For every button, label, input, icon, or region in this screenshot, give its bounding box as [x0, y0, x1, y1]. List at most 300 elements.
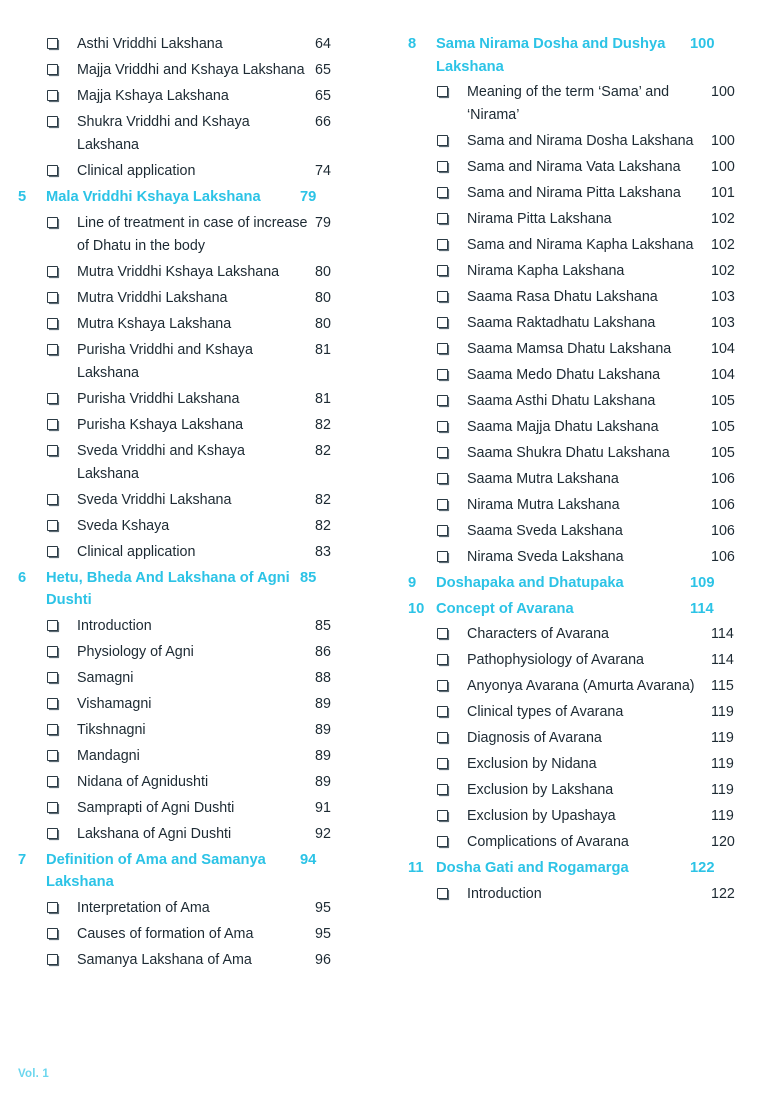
square-bullet-icon [18, 59, 77, 82]
square-bullet-glyph [47, 292, 58, 303]
entry-page-number: 74 [315, 163, 331, 179]
entry-title: Samanya Lakshana of Ama [77, 951, 252, 968]
entry-page-number: 119 [711, 808, 734, 824]
square-bullet-icon [18, 414, 77, 437]
entry-page-number: 65 [315, 88, 331, 104]
square-bullet-glyph [437, 447, 448, 458]
square-bullet-icon [18, 745, 77, 768]
toc-entry-row[interactable] [18, 85, 390, 108]
toc-entry-row[interactable] [18, 111, 390, 157]
square-bullet-glyph [437, 473, 448, 484]
entry-title: Mutra Vriddhi Lakshana [77, 289, 228, 306]
square-bullet-glyph [437, 135, 448, 146]
square-bullet-glyph [437, 317, 448, 328]
entry-title: Saama Mamsa Dhatu Lakshana [467, 341, 672, 357]
toc-entry-row[interactable] [18, 897, 390, 920]
entry-title: Purisha Kshaya Lakshana [77, 416, 244, 433]
entry-page-number: 119 [711, 756, 734, 772]
entry-page-number: 119 [711, 730, 734, 746]
toc-entry-row[interactable] [408, 831, 780, 854]
square-bullet-glyph [47, 494, 58, 505]
square-bullet-glyph [47, 217, 58, 228]
toc-entry-row[interactable] [18, 414, 390, 437]
toc-entry-row[interactable] [408, 364, 780, 387]
square-bullet-glyph [47, 90, 58, 101]
entry-title: Exclusion by Nidana [467, 756, 597, 772]
toc-entry-row[interactable] [408, 390, 780, 413]
square-bullet-glyph [437, 732, 448, 743]
toc-entry-row[interactable] [408, 416, 780, 439]
entry-title: Mutra Vriddhi Kshaya Lakshana [77, 263, 280, 280]
square-bullet-glyph [437, 161, 448, 172]
square-bullet-glyph [47, 38, 58, 49]
square-bullet-glyph [47, 116, 58, 127]
toc-entry-row[interactable] [18, 771, 390, 794]
square-bullet-icon [18, 897, 77, 920]
toc-entry-row[interactable] [18, 313, 390, 336]
toc-chapter-row[interactable] [18, 567, 390, 612]
toc-entry-row[interactable] [408, 546, 780, 569]
chapter-number: 9 [408, 575, 417, 591]
square-bullet-glyph [437, 810, 448, 821]
square-bullet-icon [18, 823, 77, 846]
square-bullet-glyph [437, 525, 448, 536]
square-bullet-glyph [47, 954, 58, 965]
square-bullet-icon [408, 182, 467, 205]
entry-page-number: 106 [711, 497, 735, 513]
entry-page-number: 122 [711, 885, 735, 902]
toc-entry-row[interactable] [408, 234, 780, 257]
square-bullet-glyph [47, 546, 58, 557]
toc-entry-row[interactable] [408, 442, 780, 465]
toc-chapter-row[interactable] [18, 186, 390, 209]
chapter-page-number: 85 [300, 569, 317, 586]
square-bullet-icon [408, 416, 467, 439]
toc-entry-row[interactable] [408, 623, 780, 646]
square-bullet-icon [408, 753, 467, 776]
entry-page-number: 104 [711, 367, 735, 383]
square-bullet-icon [18, 33, 77, 56]
entry-title: Exclusion by Lakshana [467, 782, 614, 798]
chapter-title: Doshapaka and Dhatupaka [436, 575, 624, 591]
square-bullet-glyph [47, 698, 58, 709]
square-bullet-glyph [47, 165, 58, 176]
square-bullet-glyph [47, 266, 58, 277]
square-bullet-glyph [437, 421, 448, 432]
entry-page-number: 105 [711, 445, 735, 461]
entry-page-number: 82 [315, 491, 331, 508]
square-bullet-icon [18, 719, 77, 742]
entry-page-number: 82 [315, 416, 331, 433]
square-bullet-glyph [437, 784, 448, 795]
square-bullet-glyph [47, 344, 58, 355]
square-bullet-glyph [47, 724, 58, 735]
square-bullet-glyph [47, 646, 58, 657]
square-bullet-icon [18, 541, 77, 564]
toc-entry-row[interactable] [18, 33, 390, 56]
entry-page-number: 88 [315, 669, 331, 686]
square-bullet-icon [18, 339, 77, 362]
toc-entry-row[interactable] [18, 339, 390, 385]
entry-page-number: 95 [315, 925, 331, 942]
entry-page-number: 65 [315, 62, 331, 78]
toc-chapter-row[interactable] [408, 598, 780, 621]
square-bullet-icon [408, 494, 467, 517]
square-bullet-icon [18, 388, 77, 411]
square-bullet-icon [18, 641, 77, 664]
square-bullet-glyph [437, 499, 448, 510]
square-bullet-glyph [47, 802, 58, 813]
chapter-number: 11 [408, 860, 424, 876]
entry-title: Shukra Vriddhi and Kshaya Lakshana [77, 114, 250, 153]
square-bullet-icon [408, 364, 467, 387]
toc-entry-row[interactable] [408, 753, 780, 776]
toc-entry-row[interactable] [408, 156, 780, 179]
toc-entry-row[interactable] [408, 883, 780, 906]
chapter-page-number: 122 [690, 860, 715, 876]
toc-entry-row[interactable] [18, 440, 390, 486]
toc-entry-row[interactable] [18, 923, 390, 946]
square-bullet-icon [408, 675, 467, 698]
chapter-page-number: 94 [300, 851, 317, 868]
square-bullet-glyph [47, 776, 58, 787]
square-bullet-glyph [47, 419, 58, 430]
square-bullet-glyph [47, 928, 58, 939]
toc-entry-row[interactable] [18, 719, 390, 742]
square-bullet-glyph [47, 672, 58, 683]
square-bullet-glyph [437, 758, 448, 769]
toc-entry-row[interactable] [18, 489, 390, 512]
entry-title: Saama Raktadhatu Lakshana [467, 315, 656, 331]
square-bullet-icon [408, 260, 467, 283]
entry-page-number: 100 [711, 133, 735, 149]
square-bullet-glyph [437, 680, 448, 691]
chapter-number: 6 [18, 569, 27, 586]
toc-entry-row[interactable] [18, 641, 390, 664]
entry-title: Sveda Kshaya [77, 517, 170, 534]
toc-entry-row[interactable] [408, 338, 780, 361]
toc-entry-row[interactable] [18, 615, 390, 638]
square-bullet-icon [18, 160, 77, 183]
square-bullet-icon [18, 111, 77, 134]
toc-entry-row[interactable] [408, 182, 780, 205]
entry-title: Nirama Kapha Lakshana [467, 263, 625, 279]
chapter-page-number: 114 [690, 600, 714, 617]
toc-entry-row[interactable] [408, 260, 780, 283]
toc-entry-row[interactable] [408, 649, 780, 672]
entry-title: Clinical application [77, 163, 196, 179]
toc-entry-row[interactable] [408, 208, 780, 231]
entry-page-number: 91 [315, 799, 331, 816]
square-bullet-glyph [47, 902, 58, 913]
square-bullet-glyph [47, 393, 58, 404]
entry-page-number: 95 [315, 899, 331, 916]
entry-title: Samagni [77, 669, 134, 686]
toc-entry-row[interactable] [408, 675, 780, 698]
entry-title: Sama and Nirama Dosha Lakshana [467, 133, 694, 149]
entry-title: Sveda Vriddhi and Kshaya Lakshana [77, 442, 245, 482]
square-bullet-glyph [437, 187, 448, 198]
toc-entry-row[interactable] [18, 693, 390, 716]
square-bullet-glyph [437, 551, 448, 562]
entry-page-number: 105 [711, 393, 735, 409]
toc-entry-row[interactable] [408, 727, 780, 750]
toc-entry-row[interactable] [18, 261, 390, 284]
square-bullet-glyph [47, 520, 58, 531]
square-bullet-icon [408, 546, 467, 569]
square-bullet-icon [408, 701, 467, 724]
toc-entry-row[interactable] [18, 823, 390, 846]
square-bullet-icon [408, 805, 467, 828]
square-bullet-glyph [437, 86, 448, 97]
entry-page-number: 100 [711, 84, 735, 100]
entry-title: Causes of formation of Ama [77, 925, 254, 942]
entry-page-number: 81 [315, 390, 331, 407]
entry-title: Saama Medo Dhatu Lakshana [467, 367, 661, 383]
entry-title: Sama and Nirama Kapha Lakshana [467, 237, 694, 253]
entry-title: Sama and Nirama Vata Lakshana [467, 159, 681, 175]
toc-entry-row[interactable] [408, 130, 780, 153]
square-bullet-glyph [437, 706, 448, 717]
entry-page-number: 101 [711, 185, 735, 201]
entry-title: Mandagni [77, 747, 140, 764]
square-bullet-glyph [437, 343, 448, 354]
entry-title: Nirama Sveda Lakshana [467, 549, 624, 565]
entry-title: Majja Kshaya Lakshana [77, 88, 229, 104]
entry-page-number: 106 [711, 523, 735, 539]
entry-title: Sama and Nirama Pitta Lakshana [467, 185, 681, 201]
square-bullet-glyph [437, 888, 448, 899]
toc-entry-row[interactable] [18, 515, 390, 538]
toc-entry-row[interactable] [408, 81, 780, 127]
entry-title: Diagnosis of Avarana [467, 730, 602, 746]
entry-title: Exclusion by Upashaya [467, 808, 616, 824]
entry-title: Pathophysiology of Avarana [467, 652, 644, 668]
toc-entry-row[interactable] [408, 805, 780, 828]
chapter-page-number: 79 [300, 189, 317, 205]
entry-page-number: 120 [711, 834, 735, 850]
toc-entry-row[interactable] [408, 520, 780, 543]
entry-page-number: 89 [315, 721, 331, 738]
square-bullet-icon [408, 81, 467, 104]
entry-page-number: 64 [315, 36, 331, 52]
entry-page-number: 119 [711, 782, 734, 798]
toc-entry-row[interactable] [408, 494, 780, 517]
square-bullet-icon [408, 390, 467, 413]
chapter-number: 10 [408, 600, 425, 617]
entry-title: Mutra Kshaya Lakshana [77, 315, 232, 332]
entry-title: Asthi Vriddhi Lakshana [77, 36, 223, 52]
square-bullet-icon [18, 489, 77, 512]
entry-page-number: 80 [315, 289, 331, 306]
toc-entry-row[interactable] [18, 949, 390, 972]
square-bullet-icon [408, 156, 467, 179]
square-bullet-icon [18, 615, 77, 638]
entry-page-number: 115 [711, 678, 734, 694]
square-bullet-icon [18, 515, 77, 538]
square-bullet-glyph [47, 750, 58, 761]
square-bullet-glyph [437, 836, 448, 847]
entry-page-number: 81 [315, 341, 331, 358]
entry-page-number: 86 [315, 643, 331, 660]
entry-title: Saama Mutra Lakshana [467, 471, 619, 487]
entry-page-number: 89 [315, 773, 331, 790]
entry-title: Characters of Avarana [467, 626, 609, 642]
entry-page-number: 85 [315, 617, 331, 634]
entry-page-number: 82 [315, 442, 331, 459]
entry-title: Anyonya Avarana (Amurta Avarana) [467, 678, 695, 694]
square-bullet-icon [408, 312, 467, 335]
square-bullet-icon [408, 779, 467, 802]
square-bullet-icon [18, 287, 77, 310]
toc-chapter-row[interactable] [408, 572, 780, 595]
entry-page-number: 89 [315, 747, 331, 764]
entry-page-number: 102 [711, 237, 735, 253]
entry-title: Purisha Vriddhi Lakshana [77, 390, 240, 407]
entry-title: Clinical application [77, 543, 196, 560]
square-bullet-icon [408, 623, 467, 646]
square-bullet-icon [18, 313, 77, 336]
toc-columns [0, 30, 780, 975]
entry-title: Majja Vriddhi and Kshaya Lakshana [77, 62, 305, 78]
entry-page-number: 102 [711, 263, 735, 279]
entry-title: Nirama Mutra Lakshana [467, 497, 620, 513]
entry-page-number: 80 [315, 315, 331, 332]
entry-title: Interpretation of Ama [77, 899, 210, 916]
toc-left-column [0, 30, 390, 975]
chapter-title: Mala Vriddhi Kshaya Lakshana [46, 189, 261, 205]
footer-volume-label: Vol. 1 [18, 1068, 50, 1080]
toc-entry-row[interactable] [18, 797, 390, 820]
square-bullet-icon [408, 442, 467, 465]
entry-title: Saama Rasa Dhatu Lakshana [467, 289, 658, 305]
square-bullet-icon [18, 771, 77, 794]
entry-page-number: 79 [315, 214, 331, 231]
square-bullet-glyph [47, 828, 58, 839]
toc-entry-row[interactable] [18, 59, 390, 82]
entry-title: Nirama Pitta Lakshana [467, 211, 612, 227]
square-bullet-glyph [437, 395, 448, 406]
square-bullet-icon [408, 468, 467, 491]
square-bullet-icon [408, 130, 467, 153]
entry-title: Saama Majja Dhatu Lakshana [467, 419, 659, 435]
square-bullet-icon [18, 212, 77, 235]
square-bullet-glyph [47, 318, 58, 329]
entry-title: Tikshnagni [77, 721, 146, 738]
square-bullet-icon [408, 727, 467, 750]
square-bullet-icon [18, 85, 77, 108]
square-bullet-glyph [47, 620, 58, 631]
entry-page-number: 82 [315, 517, 331, 534]
toc-entry-row[interactable] [18, 745, 390, 768]
entry-title: Saama Asthi Dhatu Lakshana [467, 393, 656, 409]
toc-entry-row[interactable] [408, 468, 780, 491]
toc-entry-row[interactable] [18, 388, 390, 411]
entry-page-number: 96 [315, 951, 331, 968]
square-bullet-icon [408, 520, 467, 543]
toc-entry-row[interactable] [408, 701, 780, 724]
entry-title: Saama Shukra Dhatu Lakshana [467, 445, 670, 461]
entry-title: Clinical types of Avarana [467, 704, 624, 720]
entry-page-number: 114 [711, 626, 734, 642]
toc-entry-row[interactable] [18, 212, 390, 258]
square-bullet-icon [18, 949, 77, 972]
entry-title: Line of treatment in case of increase of Dhatu in the body [77, 214, 308, 254]
toc-entry-row[interactable] [18, 667, 390, 690]
square-bullet-glyph [437, 654, 448, 665]
entry-title: Introduction [467, 885, 542, 902]
entry-title: Saama Sveda Lakshana [467, 523, 623, 539]
square-bullet-icon [18, 797, 77, 820]
square-bullet-glyph [437, 291, 448, 302]
toc-chapter-row[interactable] [408, 857, 780, 880]
square-bullet-glyph [437, 369, 448, 380]
entry-title: Vishamagni [77, 695, 152, 712]
entry-page-number: 119 [711, 704, 734, 720]
toc-entry-row[interactable] [18, 541, 390, 564]
chapter-title: Concept of Avarana [436, 600, 574, 617]
toc-entry-row[interactable] [18, 287, 390, 310]
entry-page-number: 104 [711, 341, 735, 357]
toc-entry-row[interactable] [408, 312, 780, 335]
entry-page-number: 100 [711, 159, 735, 175]
chapter-title: Hetu, Bheda And Lakshana of Agni Dushti [46, 569, 290, 608]
chapter-number: 7 [18, 851, 27, 868]
entry-title: Lakshana of Agni Dushti [77, 825, 232, 842]
square-bullet-icon [408, 234, 467, 257]
entry-title: Introduction [77, 617, 152, 634]
entry-page-number: 92 [315, 825, 331, 842]
entry-title: Nidana of Agnidushti [77, 773, 209, 790]
square-bullet-glyph [437, 265, 448, 276]
entry-title: Physiology of Agni [77, 643, 194, 660]
entry-title: Meaning of the term ‘Sama’ and ‘Nirama’ [467, 84, 670, 123]
square-bullet-glyph [437, 628, 448, 639]
entry-title: Complications of Avarana [467, 834, 629, 850]
entry-title: Sveda Vriddhi Lakshana [77, 491, 232, 508]
entry-page-number: 83 [315, 543, 331, 560]
entry-page-number: 102 [711, 211, 735, 227]
toc-right-column [390, 30, 780, 975]
toc-entry-row[interactable] [18, 160, 390, 183]
chapter-title: Sama Nirama Dosha and Dushya Lakshana [436, 36, 666, 75]
entry-page-number: 80 [315, 263, 331, 280]
square-bullet-icon [18, 261, 77, 284]
entry-page-number: 103 [711, 289, 735, 305]
entry-page-number: 114 [711, 652, 734, 668]
entry-title: Purisha Vriddhi and Kshaya Lakshana [77, 341, 253, 381]
chapter-number: 8 [408, 36, 417, 52]
toc-entry-row[interactable] [408, 779, 780, 802]
entry-page-number: 89 [315, 695, 331, 712]
toc-chapter-row[interactable] [408, 33, 780, 78]
entry-title: Samprapti of Agni Dushti [77, 799, 235, 816]
square-bullet-icon [408, 208, 467, 231]
square-bullet-icon [408, 831, 467, 854]
square-bullet-icon [408, 883, 467, 906]
square-bullet-glyph [437, 213, 448, 224]
square-bullet-icon [408, 338, 467, 361]
entry-page-number: 103 [711, 315, 735, 331]
entry-page-number: 106 [711, 471, 735, 487]
toc-entry-row[interactable] [408, 286, 780, 309]
chapter-title: Dosha Gati and Rogamarga [436, 860, 629, 876]
square-bullet-icon [18, 693, 77, 716]
entry-page-number: 105 [711, 419, 735, 435]
toc-chapter-row[interactable] [18, 849, 390, 894]
entry-page-number: 66 [315, 114, 331, 130]
square-bullet-icon [408, 286, 467, 309]
